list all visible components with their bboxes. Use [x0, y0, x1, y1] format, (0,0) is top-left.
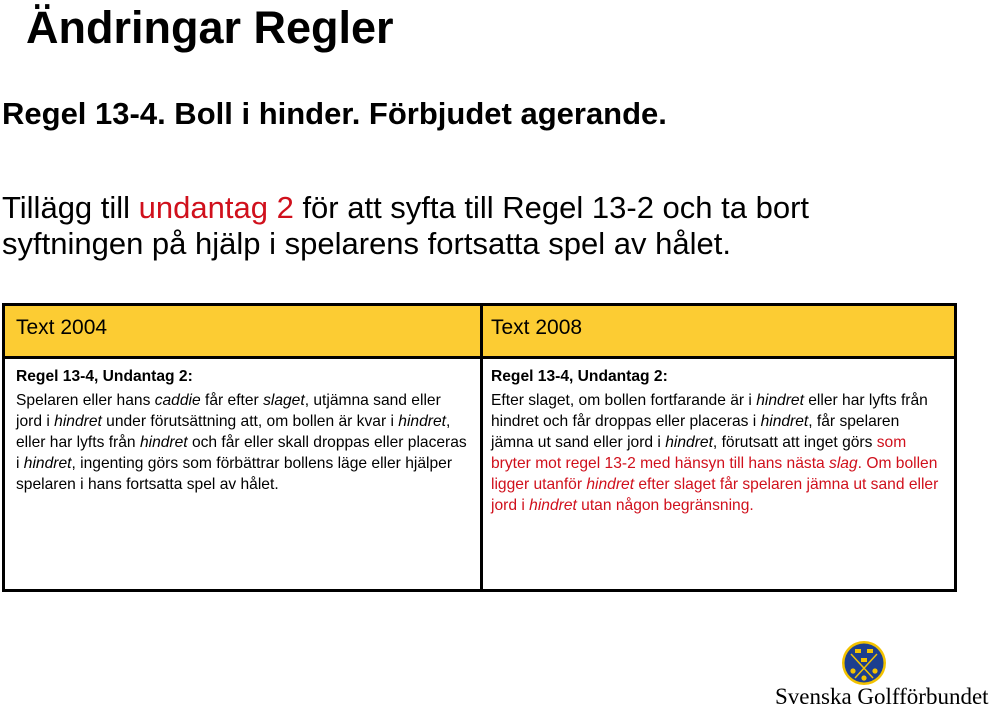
rule-text: , förutsatt att inget görs: [712, 434, 877, 451]
changed-text: hindret: [529, 497, 577, 514]
intro-text: Tillägg till: [2, 190, 139, 225]
column-divider: [480, 306, 483, 589]
intro-paragraph: [2, 190, 952, 262]
rule-text: och får eller skall droppas eller placeras i: [16, 434, 467, 472]
rule-text: slaget: [263, 392, 305, 409]
changed-text: hindret: [586, 476, 635, 493]
rule-text: under förutsättning att, om bollen är kvar i: [101, 413, 399, 430]
cell-body: [16, 390, 468, 495]
rule-text: , eller har lyfts från: [16, 413, 451, 451]
page-title: Ändringar Regler: [26, 2, 394, 53]
svenska-golfforbundet-logo: [775, 640, 989, 710]
changed-text: slag: [829, 455, 858, 472]
rule-subtitle: Regel 13-4. Boll i hinder. Förbjudet agerande.: [2, 96, 667, 131]
cell-body: [491, 390, 946, 516]
cell-text-2008: [491, 366, 946, 516]
rule-text: hindret: [23, 455, 72, 472]
cell-heading: Regel 13-4, Undantag 2:: [491, 368, 668, 385]
rule-text: caddie: [154, 392, 201, 409]
changed-text: som bryter mot regel 13-2 med hänsyn till hans nästa: [491, 434, 907, 472]
changed-text: efter slaget får spelaren jämna ut sand eller jord i: [491, 476, 939, 514]
rule-text: hindret: [398, 413, 446, 430]
rule-text: , ingenting görs som förbättrar bollens läge eller hjälper spelaren i hans fortsatta spel av hålet.: [16, 455, 453, 493]
rule-text: Efter slaget, om bollen fortfarande är i: [491, 392, 757, 409]
rule-text: eller har lyfts från hindret och får droppas eller placeras i: [491, 392, 928, 430]
header-text-2008: Text 2008: [491, 316, 583, 339]
rule-text: hindret: [54, 413, 102, 430]
cell-text-2004: [16, 366, 468, 495]
rule-text: hindret: [139, 434, 188, 451]
rule-text: hindret: [665, 434, 713, 451]
cell-heading: Regel 13-4, Undantag 2:: [16, 368, 193, 385]
rule-text: hindret: [760, 413, 809, 430]
rule-text: hindret: [756, 392, 804, 409]
changed-text: . Om bollen ligger utanför: [491, 455, 938, 493]
intro-text: för att syfta till Regel 13-2 och ta bort syftningen på hjälp i spelarens fortsatta spel av hålet.: [2, 190, 810, 261]
changed-text: utan någon begränsning.: [576, 497, 754, 514]
header-text-2004: Text 2004: [16, 316, 108, 339]
logo-text: Svenska Golfförbundet: [775, 684, 989, 709]
rule-text: Spelaren eller hans: [16, 392, 155, 409]
rule-text: får efter: [200, 392, 264, 409]
highlighted-text: undantag 2: [138, 190, 294, 225]
rule-text: , får spelaren jämna ut sand eller jord i: [491, 413, 900, 451]
comparison-table: [2, 303, 957, 592]
rule-text: , utjämna sand eller jord i: [16, 392, 441, 430]
sgf-emblem-icon: [841, 640, 887, 686]
